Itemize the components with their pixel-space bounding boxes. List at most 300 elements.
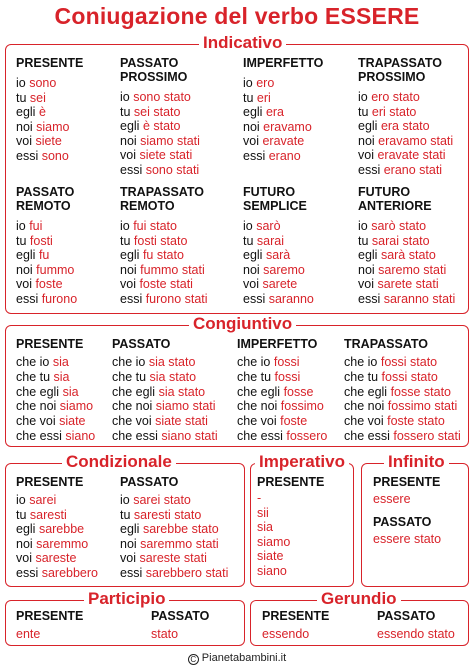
verb-form: sarete [262,277,298,292]
verb-form: è stato [142,119,181,134]
pronoun: che essi [344,428,394,443]
congiuntivo-title: Congiuntivo [189,314,296,334]
imperativo-form: siamo [257,534,291,549]
tense-header [16,337,95,351]
pronoun: voi [16,134,36,149]
verb-form: fossi stato [381,369,438,384]
verb-form: sarebbero stati [145,565,229,580]
verb-form: foste [35,277,63,292]
verb-form: saresti stato [133,507,202,522]
verb-form: è [38,105,46,120]
indicativo-title: Indicativo [199,33,286,53]
verb-form: siete [35,134,62,149]
conjugation-row [120,508,228,523]
conjugation-row [237,414,327,429]
tense-header-line: TRAPASSATO [120,185,205,199]
conjugation-row [16,277,77,292]
conjugation-row [344,370,461,385]
conjugation-row [358,148,453,163]
conjugation-row [120,90,200,105]
pronoun: noi [16,119,37,134]
pronoun: egli [16,522,39,537]
verb-form: sono [41,148,69,163]
verb-form: ero [256,76,275,90]
infinito-past-header: PASSATO [373,515,432,529]
pronoun: io [358,90,372,104]
tense-header-line: REMOTO [120,199,175,213]
tense-header-line: PASSATO [120,56,179,70]
verb-form: furono [41,291,78,306]
conjugation-row [344,385,461,400]
tense-header-line: REMOTO [16,199,71,213]
tense-header-line: PROSSIMO [358,70,426,84]
pronoun: voi [120,148,140,163]
indicativo-tense-5 [16,185,77,307]
tense-rows [16,76,83,164]
indicativo-tense-3 [243,56,323,164]
verb-form: saremmo [36,536,89,551]
conjugation-row [120,163,200,178]
imperativo-rows [257,491,290,579]
verb-form: fu [38,248,50,263]
pronoun: egli [243,105,266,120]
pronoun: egli [120,119,143,134]
conjugation-row [243,263,314,278]
tense-rows [16,355,95,444]
tense-header [120,475,228,489]
tense-header [16,185,77,213]
condizionale-title: Condizionale [62,452,176,472]
verb-form: era stato [380,119,430,134]
verb-form: siate [59,414,86,429]
conjugation-row [120,263,208,278]
conjugation-row [243,292,314,307]
pronoun: io [16,76,30,90]
verb-form: saremo stati [378,262,447,277]
conjugation-row [243,105,323,120]
pronoun: tu [16,507,30,522]
verb-form: fossero stati [393,428,461,443]
conjugation-row [112,429,218,444]
verb-form: eravamo [263,119,312,134]
verb-form: siano [65,428,96,443]
conjugation-row [237,385,327,400]
infinito-past-value: essere stato [373,532,442,546]
verb-form: sarebbe stato [142,522,219,537]
conjugation-row [16,105,83,120]
page-title: Coniugazione del verbo ESSERE [54,3,420,29]
tense-header [16,475,98,489]
verb-form: fossi [273,355,300,369]
verb-form: foste [280,414,308,429]
verb-form: siete stati [139,148,193,163]
imperativo-header: PRESENTE [257,475,325,489]
verb-form: furono stati [145,291,208,306]
participio-past-header: PASSATO [151,609,210,623]
tense-rows [120,219,208,307]
pronoun: che egli [237,384,284,399]
gerundio-present-header: PRESENTE [262,609,330,623]
pronoun: essi [120,291,146,306]
tense-rows [16,493,98,581]
pronoun: io [243,76,257,90]
verb-form: fosse stato [390,384,452,399]
verb-form: sarebbe [38,522,85,537]
verb-form: sono [29,76,57,90]
conjugation-row [120,292,208,307]
pronoun: essi [120,565,146,580]
imperativo-form: siate [257,549,284,564]
conjugation-row [237,399,327,414]
tense-rows [344,355,461,444]
verb-form: erano stati [383,162,443,177]
conjugation-row [16,508,98,523]
conjugation-row [243,248,314,263]
verb-form: fosti [29,233,53,248]
infinito-present-value: essere [373,492,411,506]
verb-form: siamo stati [140,133,200,148]
conjugation-row [16,91,83,106]
conjugation-row [16,292,77,307]
tense-header-line: PASSATO [120,475,179,489]
tense-header-line: PROSSIMO [120,70,188,84]
verb-form: ero stato [371,90,420,104]
conjugation-row [16,234,77,249]
conjugation-row [344,399,461,414]
pronoun: noi [243,262,264,277]
pronoun: essi [16,565,42,580]
conjugation-row [358,163,453,178]
tense-header [243,56,323,70]
verb-form: sareste stati [139,551,207,566]
verb-form: sarete stati [377,277,439,292]
conjugation-row [358,119,453,134]
infinito-present-header: PRESENTE [373,475,441,489]
congiuntivo-tense-2 [112,337,218,444]
conjugation-row [112,399,218,414]
tense-header-line: ANTERIORE [358,199,432,213]
tense-header [344,337,461,351]
conjugation-row [358,90,453,105]
participio-section [5,589,245,646]
conjugation-row [120,493,228,508]
verb-form: sarebbero [41,565,98,580]
pronoun: che voi [112,414,156,429]
conjugation-row [120,551,228,566]
conjugation-row [112,414,218,429]
conjugation-row [358,248,455,263]
conjugation-row [16,399,95,414]
verb-form: fossi stato [380,355,438,369]
verb-form: erano [268,148,301,163]
verb-form: saranno [268,291,314,306]
verb-form: fui stato [133,219,177,233]
conjugation-row [358,263,455,278]
tense-rows [120,493,228,581]
tense-header-line: PRESENTE [16,337,84,351]
verb-form: foste stato [387,414,445,429]
verb-form: eri stato [371,104,417,119]
tense-header-line: PRESENTE [16,56,84,70]
imperativo-column [257,475,324,489]
pronoun: tu [16,90,30,105]
pronoun: voi [120,277,140,292]
pronoun: che essi [237,428,287,443]
conjugation-row [112,370,218,385]
pronoun: io [358,219,372,233]
pronoun: che noi [344,399,388,414]
tense-rows [358,90,453,178]
tense-header [243,185,314,213]
pronoun: che io [237,355,274,369]
pronoun: io [120,90,134,104]
conjugation-row [16,120,83,135]
pronoun: egli [358,248,381,263]
tense-rows [112,355,218,444]
pronoun: che essi [16,428,66,443]
conjugation-row [120,566,228,581]
pronoun: essi [358,162,384,177]
verb-form: siamo [59,399,94,414]
verb-form: sia [52,355,69,369]
tense-header-line: IMPERFETTO [243,56,324,70]
pronoun: noi [120,262,141,277]
tense-rows [243,219,314,307]
conjugation-row [358,292,455,307]
conjugation-row [16,149,83,164]
pronoun: che io [112,355,149,369]
pronoun: tu [358,233,372,248]
conjugation-row [120,248,208,263]
verb-form: eravate stati [377,148,446,163]
imperativo-form: siano [257,563,287,578]
congiuntivo-tense-4 [344,337,461,444]
tense-header [112,337,218,351]
congiuntivo-tense-1 [16,337,95,444]
gerundio-past-header: PASSATO [377,609,436,623]
verb-form: fummo stati [140,262,205,277]
verb-form: sia stato [149,369,197,384]
tense-header-line: PASSATO [16,185,75,199]
verb-form: saranno stati [383,291,456,306]
footer [0,652,474,665]
verb-form: sei [29,90,46,105]
tense-header [358,185,455,213]
copyright-icon: C [188,654,199,665]
conjugation-row [120,277,208,292]
pronoun: essi [358,291,384,306]
verb-form: sia [53,369,70,384]
tense-header [16,56,83,70]
pronoun: voi [243,277,263,292]
pronoun: voi [120,551,140,566]
pronoun: che tu [16,369,54,384]
pronoun: egli [16,105,39,120]
conjugation-row [344,429,461,444]
pronoun: noi [358,262,379,277]
conjugation-row [358,134,453,149]
participio-past-value: stato [151,627,179,641]
conjugation-row [358,277,455,292]
verb-form: era [265,105,285,120]
conjugation-row [16,429,95,444]
tense-header-line: IMPERFETTO [237,337,318,351]
pronoun: tu [120,233,134,248]
tense-header-line: TRAPASSATO [344,337,429,351]
conjugation-row [16,493,98,508]
conjugation-row [344,414,461,429]
pronoun: tu [243,90,257,105]
participio-present-value: ente [16,627,41,641]
verb-form: fossimo [280,399,324,414]
tense-header-line: PRESENTE [16,475,84,489]
pronoun: voi [16,277,36,292]
indicativo-tense-7 [243,185,314,307]
verb-form: sarò stato [371,219,427,233]
conjugation-row [120,105,200,120]
pronoun: che tu [112,369,150,384]
pronoun: che egli [16,384,63,399]
conjugation-row [358,219,455,234]
participio-present-header: PRESENTE [16,609,84,623]
verb-form: sareste [35,551,77,566]
verb-form: siamo stati [155,399,216,414]
pronoun: essi [120,162,146,177]
conjugation-row [120,219,208,234]
pronoun: essi [16,291,42,306]
pronoun: noi [16,262,37,277]
verb-form: siano stati [161,428,218,443]
verb-form: eravamo stati [378,133,454,148]
pronoun: tu [120,507,134,522]
pronoun: tu [16,233,30,248]
imperativo-title: Imperativo [255,452,349,472]
gerundio-title: Gerundio [317,589,401,609]
conjugation-row [120,234,208,249]
verb-form: fossero [286,428,328,443]
verb-form: saremmo stati [140,536,219,551]
pronoun: egli [243,248,266,263]
tense-header [120,56,200,84]
verb-form: eri [256,90,271,105]
conjugation-row [243,91,323,106]
indicativo-tense-4 [358,56,453,178]
conjugation-row [120,522,228,537]
conjugation-row [16,76,83,91]
tense-header-line: PASSATO [112,337,171,351]
pronoun: che voi [16,414,60,429]
pronoun: essi [243,148,269,163]
conjugation-row [243,234,314,249]
pronoun: egli [358,119,381,134]
conjugation-row [243,277,314,292]
conjugation-row [16,385,95,400]
indicativo-tense-6 [120,185,208,307]
congiuntivo-tense-3 [237,337,327,444]
conjugation-row [243,120,323,135]
tense-header-line: TRAPASSATO [358,56,443,70]
verb-form: fummo [36,262,75,277]
pronoun: tu [120,104,134,119]
verb-form: eravate [262,134,305,149]
tense-header [120,185,208,213]
pronoun: noi [243,119,264,134]
conjugation-row [16,248,77,263]
pronoun: voi [243,134,263,149]
conjugation-row [120,134,200,149]
tense-header-line: FUTURO [358,185,411,199]
verb-form: sarei stato [133,493,191,507]
pronoun: essi [16,148,42,163]
pronoun: io [16,219,30,233]
pronoun: tu [358,104,372,119]
tense-rows [358,219,455,307]
verb-form: saresti [29,507,67,522]
verb-form: sei stato [133,104,181,119]
participio-title: Participio [84,589,169,609]
pronoun: noi [16,536,37,551]
tense-header-line: SEMPLICE [243,199,307,213]
conjugation-row [16,355,95,370]
conjugation-row [237,370,327,385]
tense-header [358,56,453,84]
pronoun: noi [358,133,379,148]
pronoun: che egli [344,384,391,399]
conjugation-row [243,219,314,234]
tense-rows [120,90,200,178]
conjugation-row [237,355,327,370]
pronoun: egli [120,522,143,537]
conjugation-row [16,370,95,385]
pronoun: voi [358,148,378,163]
conjugation-row [120,119,200,134]
conjugation-row [112,385,218,400]
pronoun: essi [243,291,269,306]
pronoun: io [16,493,30,507]
tense-header [237,337,327,351]
tense-header-line: FUTURO [243,185,296,199]
pronoun: che io [16,355,53,369]
indicativo-tense-1 [16,56,83,164]
verb-form: fui [29,219,43,233]
imperativo-form: sia [257,520,273,535]
verb-form: sia stato [158,384,206,399]
tense-rows [16,219,77,307]
imperativo-form: - [257,491,262,505]
footer-site: Pianetabambini.it [201,652,287,664]
pronoun: che noi [237,399,281,414]
conjugation-row [16,134,83,149]
conjugation-row [16,219,77,234]
conjugation-row [358,105,453,120]
gerundio-present-value: essendo [262,627,310,641]
pronoun: io [120,493,134,507]
pronoun: che essi [112,428,162,443]
verb-form: sia stato [148,355,196,369]
pronoun: che tu [344,369,382,384]
verb-form: foste stati [139,277,193,292]
verb-form: sarò [256,219,281,233]
indicativo-tense-8 [358,185,455,307]
conjugation-row [243,134,323,149]
verb-form: siate stati [155,414,208,429]
verb-form: sarai [256,233,284,248]
infinito-title: Infinito [384,452,449,472]
verb-form: fosse [283,384,314,399]
pronoun: noi [120,536,141,551]
pronoun: voi [358,277,378,292]
conjugation-row [16,522,98,537]
